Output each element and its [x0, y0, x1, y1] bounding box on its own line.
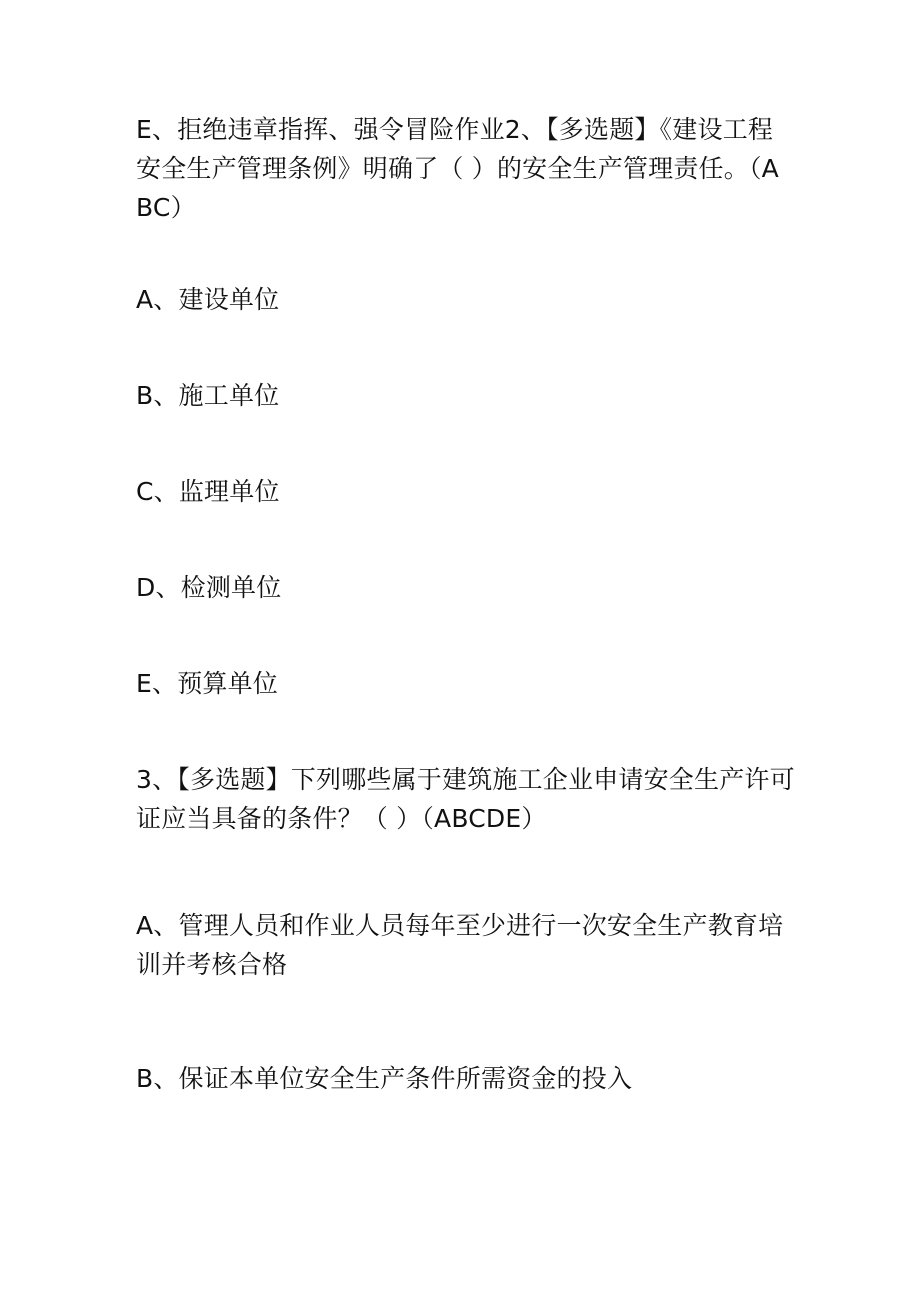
- question-3-option-a: A、管理人员和作业人员每年至少进行一次安全生产教育培训并考核合格: [136, 911, 784, 979]
- question-2-option-e: E、预算单位: [136, 669, 278, 698]
- question-2-option-d: D、检测单位: [136, 573, 282, 602]
- question-3: 3、【多选题】下列哪些属于建筑施工企业申请安全生产许可证应当具备的条件？（ ）（ABCDE）: [136, 765, 795, 833]
- question-2-option-b: B、施工单位: [136, 381, 280, 410]
- question-2-option-c: C、监理单位: [136, 477, 280, 506]
- question-2-option-a: A、建设单位: [136, 285, 280, 314]
- question-3-option-b: B、保证本单位安全生产条件所需资金的投入: [136, 1064, 633, 1093]
- option-e-and-question-2: E、拒绝违章指挥、强令冒险作业2、【多选题】《建设工程安全生产管理条例》明确了（ ）的安全生产管理责任。（ABC）: [136, 115, 779, 222]
